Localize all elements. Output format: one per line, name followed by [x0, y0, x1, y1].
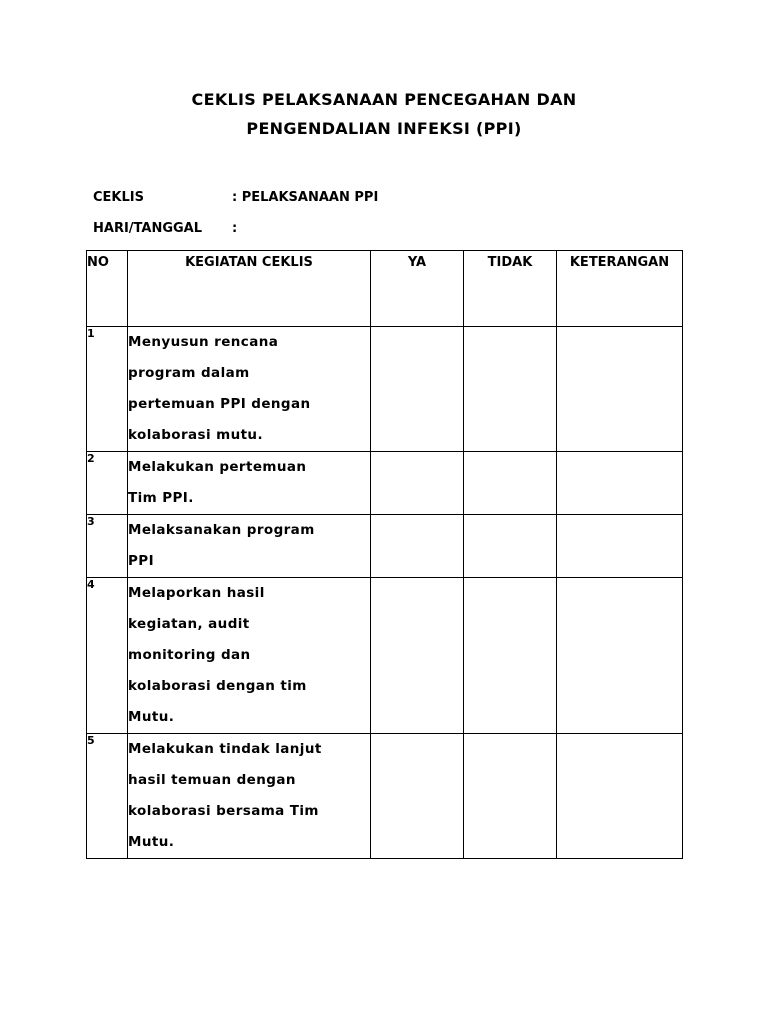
ceklis-value: : PELAKSANAAN PPI [232, 190, 379, 205]
activity-text [128, 327, 371, 452]
activity-line: kegiatan, audit [128, 616, 250, 632]
activity-line: hasil temuan dengan [128, 772, 296, 788]
checklist-table [86, 250, 683, 859]
hari-tanggal-label: HARI/TANGGAL [93, 221, 203, 236]
keterangan-cell[interactable] [557, 452, 683, 515]
ya-cell[interactable] [371, 734, 464, 859]
keterangan-cell[interactable] [557, 578, 683, 734]
row-number: 1 [87, 327, 128, 452]
tidak-cell[interactable] [464, 734, 557, 859]
table-row [87, 515, 683, 578]
tidak-cell[interactable] [464, 327, 557, 452]
row-number: 2 [87, 452, 128, 515]
activity-line: program dalam [128, 365, 250, 381]
tidak-cell[interactable] [464, 452, 557, 515]
table-header-row [87, 251, 683, 327]
activity-line: monitoring dan [128, 647, 251, 663]
table-row [87, 452, 683, 515]
activity-line: kolaborasi bersama Tim [128, 803, 319, 819]
activity-text [128, 452, 371, 515]
table-row [87, 578, 683, 734]
activity-text [128, 734, 371, 859]
activity-line: PPI [128, 553, 155, 569]
ceklis-label: CEKLIS [93, 190, 144, 205]
hari-tanggal-value: : [232, 221, 238, 236]
activity-line: Melakukan tindak lanjut [128, 741, 322, 757]
keterangan-cell[interactable] [557, 734, 683, 859]
activity-line: pertemuan PPI dengan [128, 396, 311, 412]
header-ya: YA [371, 251, 464, 327]
activity-line: Melakukan pertemuan [128, 459, 307, 475]
activity-text [128, 578, 371, 734]
row-number: 5 [87, 734, 128, 859]
row-number: 3 [87, 515, 128, 578]
keterangan-cell[interactable] [557, 327, 683, 452]
ya-cell[interactable] [371, 327, 464, 452]
header-keterangan: KETERANGAN [557, 251, 683, 327]
header-no: NO [87, 251, 128, 327]
document-title-line-1: CEKLIS PELAKSANAAN PENCEGAHAN DAN [191, 90, 577, 109]
activity-text [128, 515, 371, 578]
table-row [87, 734, 683, 859]
activity-line: kolaborasi dengan tim [128, 678, 307, 694]
activity-line: Melaporkan hasil [128, 585, 265, 601]
ya-cell[interactable] [371, 515, 464, 578]
activity-line: Mutu. [128, 709, 175, 725]
ya-cell[interactable] [371, 452, 464, 515]
activity-line: Mutu. [128, 834, 175, 850]
header-kegiatan: KEGIATAN CEKLIS [128, 251, 371, 327]
activity-line: Tim PPI. [128, 490, 194, 506]
document-title-line-2: PENGENDALIAN INFEKSI (PPI) [246, 119, 522, 138]
keterangan-cell[interactable] [557, 515, 683, 578]
tidak-cell[interactable] [464, 578, 557, 734]
tidak-cell[interactable] [464, 515, 557, 578]
header-tidak: TIDAK [464, 251, 557, 327]
activity-line: Melaksanakan program [128, 522, 315, 538]
ya-cell[interactable] [371, 578, 464, 734]
activity-line: kolaborasi mutu. [128, 427, 263, 443]
table-row [87, 327, 683, 452]
activity-line: Menyusun rencana [128, 334, 279, 350]
row-number: 4 [87, 578, 128, 734]
